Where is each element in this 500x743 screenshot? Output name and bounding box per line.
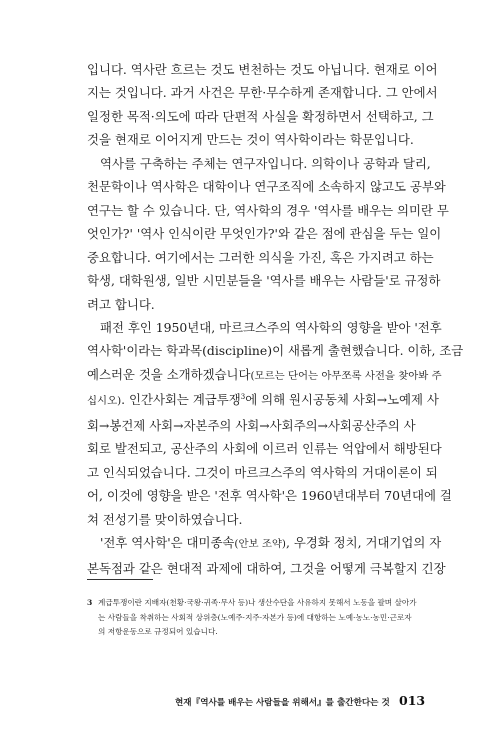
footnote-marker[interactable]: 3	[240, 393, 246, 402]
text-line: 역사학'이라는 학과목(discipline)이 새롭게 출현했습니다. 이하, 조금	[87, 343, 464, 359]
text-line: 회→봉건제 사회→자본주의 사회→사회주의→사회공산주의 사	[87, 417, 416, 433]
page-number: 013	[399, 693, 426, 708]
footnote	[87, 596, 422, 640]
text-line: 연구는 할 수 있습니다. 단, 역사학의 경우 '역사를 배우는 의미란 무	[87, 202, 449, 218]
text-line: 쳐 전성기를 맞이하였습니다.	[87, 511, 243, 527]
text-line: 어, 이것에 영향을 받은 '전후 역사학'은 1960년대부터 70년대에 걸	[87, 488, 452, 504]
running-head: 현재『역사를 배우는 사람들을 위해서』를 출간한다는 것	[175, 698, 390, 708]
parenthetical-note: (안보 조약)	[234, 538, 286, 551]
text-run: , 우경화 정치, 거대기업의 자	[285, 535, 442, 551]
text-line	[87, 388, 439, 413]
paragraph-3	[87, 316, 464, 531]
text-line: 고 인식되었습니다. 그것이 마르크스주의 역사학의 거대이론이 되	[87, 464, 438, 480]
text-line: 학생, 대학원생, 일반 시민분들을 '역사를 배우는 사람들'로 규정하	[87, 273, 441, 289]
text-line: 것을 현재로 이어지게 만드는 것이 역사학이라는 학문입니다.	[87, 132, 414, 148]
text-line	[87, 531, 442, 556]
text-line: 중요합니다. 여기에서는 그러한 의식을 가진, 혹은 가지려고 하는	[87, 249, 434, 265]
text-line: 려고 합니다.	[87, 296, 155, 312]
text-run: 에 의해 원시공동체 사회→노예제 사	[245, 392, 439, 408]
footnote-line: 의 저항운동으로 규정되어 있습니다.	[98, 627, 218, 637]
paragraph-4	[87, 531, 446, 580]
footnote-divider	[87, 579, 153, 580]
text-run: . 인간사회는 계급투쟁	[121, 392, 241, 408]
footnote-line	[87, 596, 422, 611]
text-line: 회로 발전되고, 공산주의 사회에 이르러 인류는 억압에서 해방된다	[87, 441, 442, 457]
text-line: 지는 것입니다. 과거 사건은 무한·무수하게 존재합니다. 그 안에서	[87, 85, 438, 101]
text-line: 일정한 목적·의도에 따라 단편적 사실을 확정하면서 선택하고, 그	[87, 108, 434, 124]
text-line: 역사를 구축하는 주체는 연구자입니다. 의학이나 공학과 달리,	[100, 155, 431, 171]
paragraph-1	[87, 58, 438, 152]
paragraph-2	[87, 152, 449, 316]
footnote-line: 는 사람들을 착취하는 사회적 상위층(노예주·지주·자본가 등)에 대항하는 노예·농노·농민·근로자	[98, 612, 412, 622]
parenthetical-note: (모르는 단어는 아무쪼록 사전을 찾아봐 주	[250, 369, 442, 382]
text-line	[87, 363, 442, 388]
footnote-text: 계급투쟁이란 지배자(천황·국왕·귀족·무사 등)나 생산수단을 사유하지 못해서 노동을 팔며 살아가	[98, 598, 417, 607]
text-line: 본독점과 같은 현대적 과제에 대하여, 그것을 어떻게 극복할지 긴장	[87, 560, 446, 576]
parenthetical-note: 십시오)	[87, 395, 122, 408]
text-line: 천문학이나 역사학은 대학이나 연구조직에 소속하지 않고도 공부와	[87, 179, 446, 195]
body-text	[87, 58, 464, 580]
text-line: 패전 후인 1950년대, 마르크스주의 역사학의 영향을 받아 '전후	[100, 319, 442, 335]
text-run: '전후 역사학'은 대미종속	[100, 535, 235, 551]
footnote-number: 3	[87, 598, 93, 607]
text-run: 예스러운 것을 소개하겠습니다	[87, 366, 251, 382]
text-line: 입니다. 역사란 흐르는 것도 변천하는 것도 아닙니다. 현재로 이어	[87, 62, 438, 77]
text-line: 엇인가?' '역사 인식이란 무엇인가?'와 같은 점에 관심을 두는 일이	[87, 226, 442, 242]
page-footer	[0, 693, 500, 713]
